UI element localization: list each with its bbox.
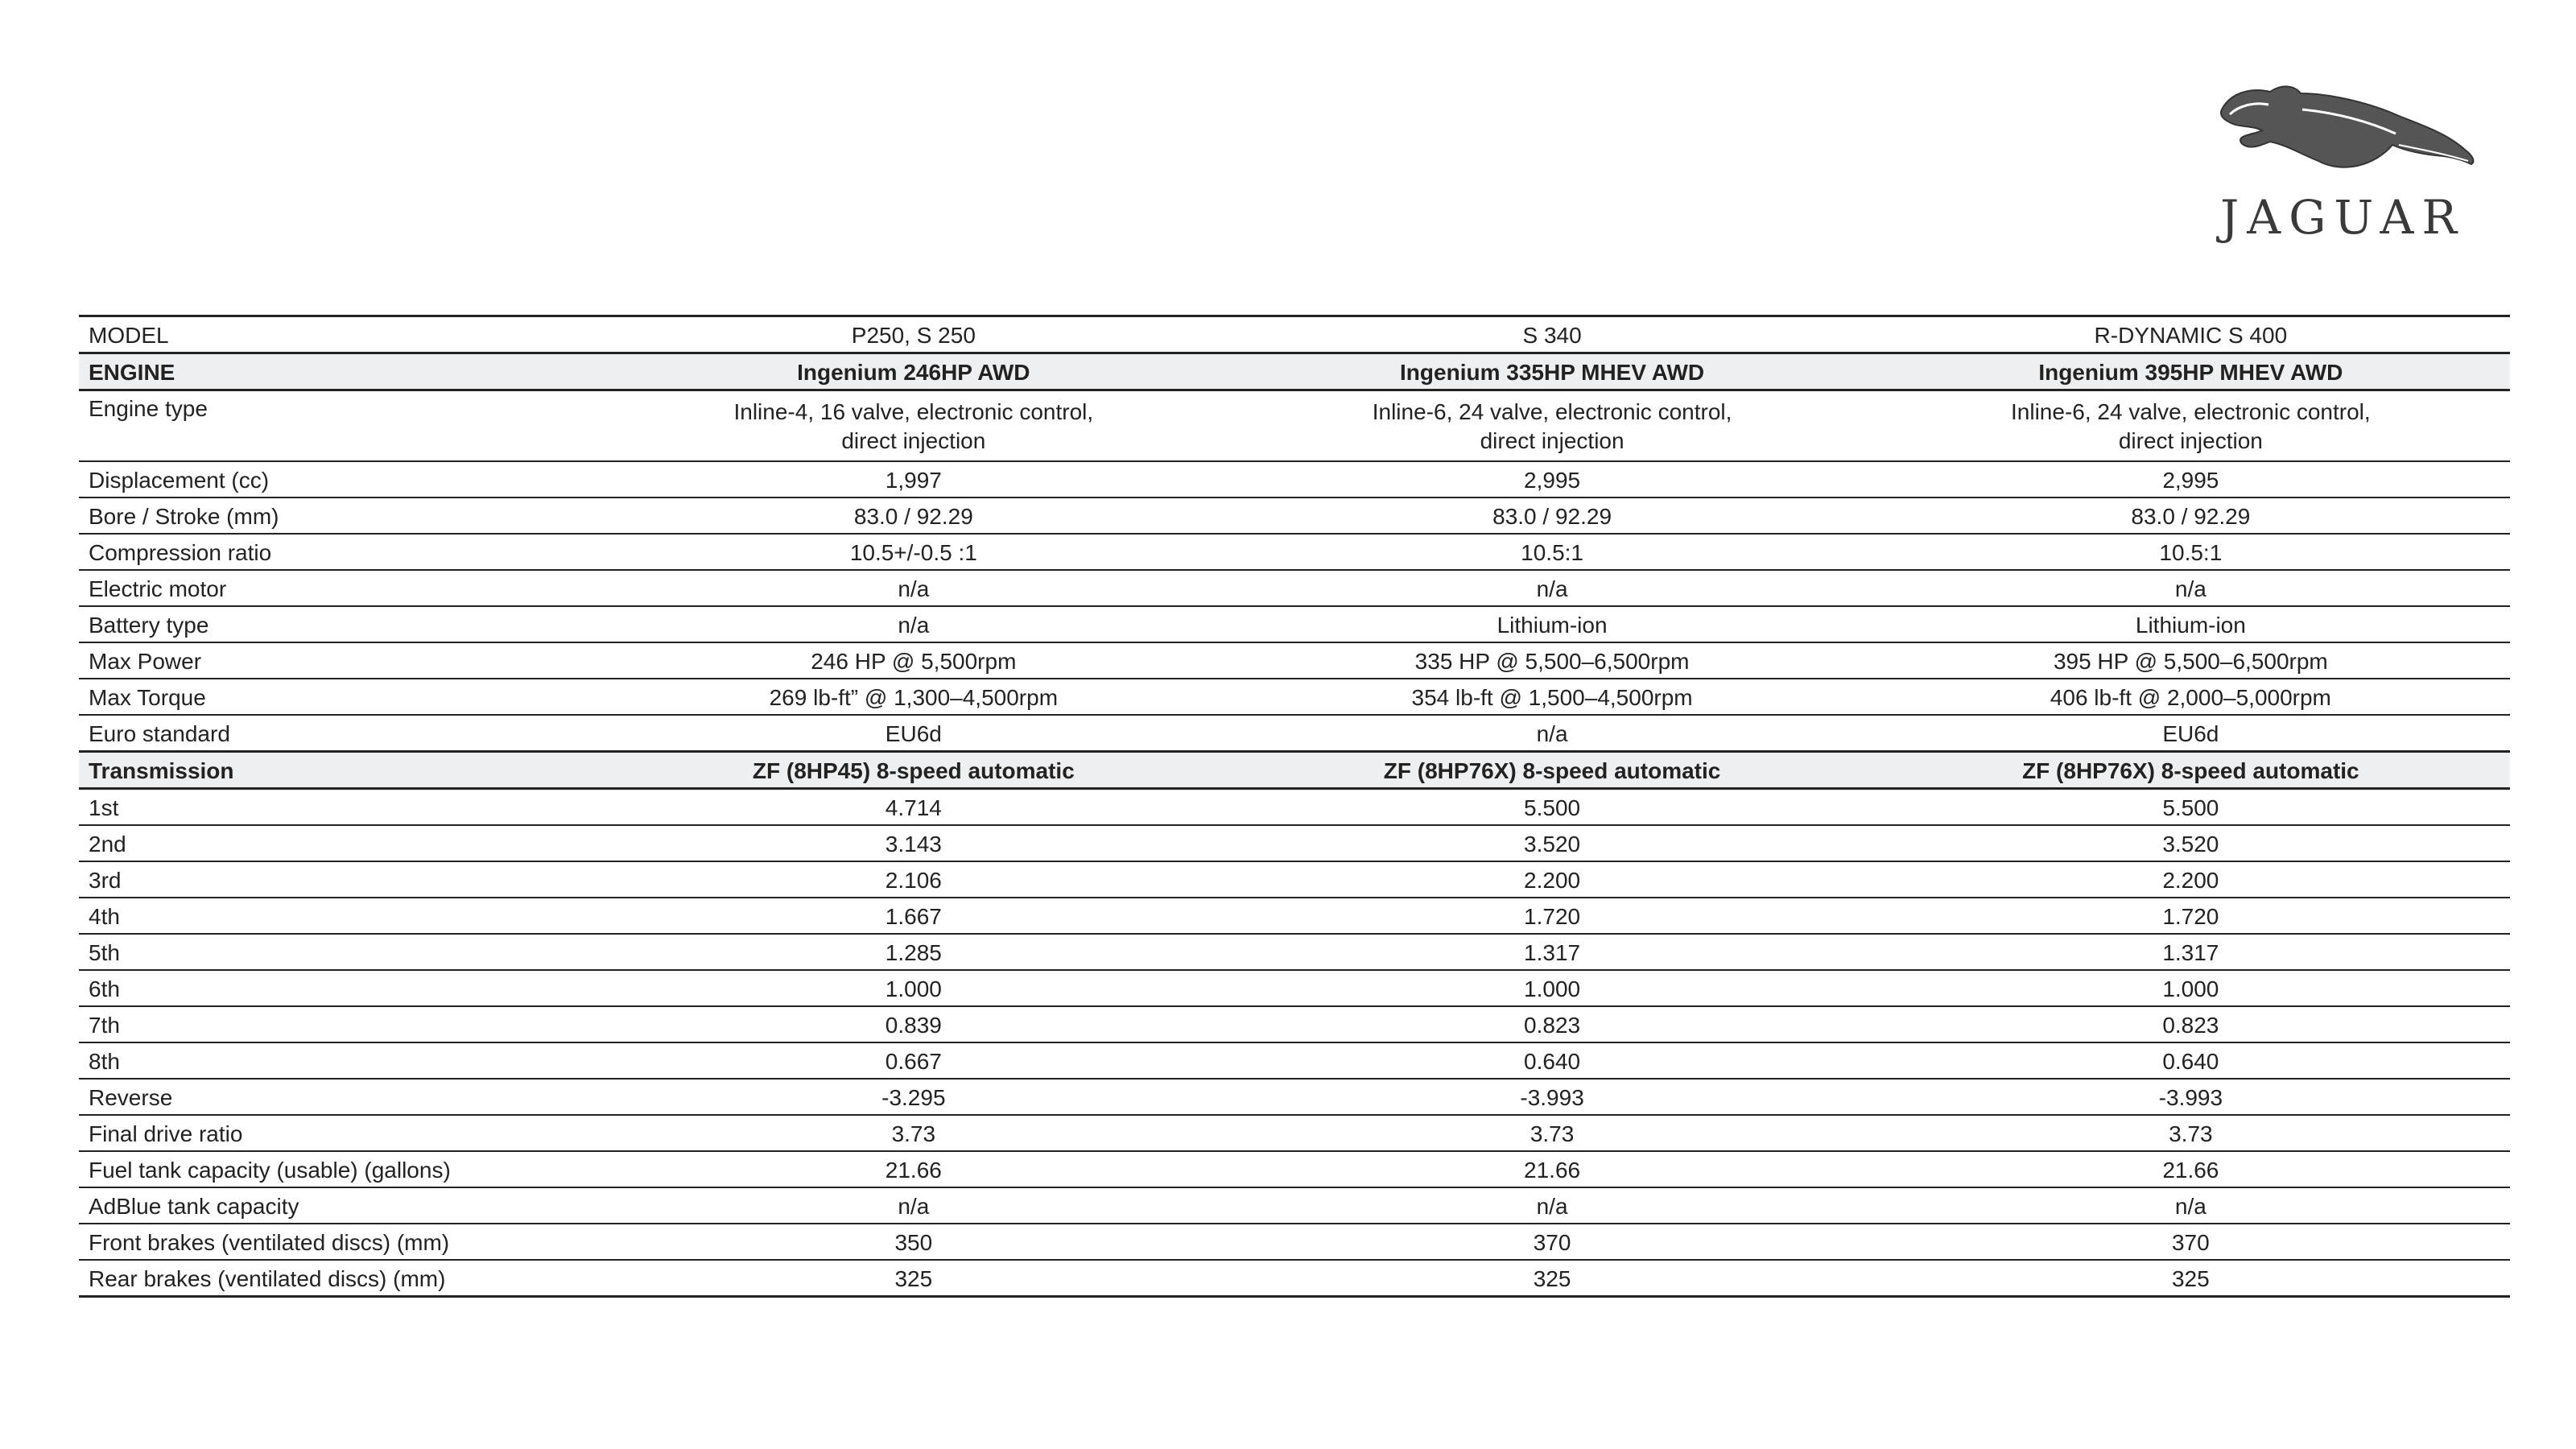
row-value: 10.5+/-0.5 :1	[849, 539, 977, 565]
row-label: Max Torque	[89, 684, 206, 710]
row-value: 2.200	[1524, 867, 1581, 893]
row-value: 10.5:1	[2159, 539, 2223, 565]
row-value: 21.66	[1524, 1157, 1581, 1183]
row-value: 325	[2171, 1265, 2210, 1291]
table-row	[79, 1187, 2510, 1224]
table-row	[79, 934, 2510, 970]
row-label: Displacement (cc)	[89, 467, 270, 493]
row-value: 2.200	[2162, 867, 2219, 893]
table-row	[79, 715, 2510, 752]
row-value: 2.106	[885, 867, 942, 893]
section-value: ZF (8HP45) 8-speed automatic	[752, 758, 1075, 783]
engine-type-row	[79, 390, 2510, 462]
row-label: 3rd	[89, 867, 122, 893]
row-value: 350	[894, 1229, 933, 1255]
row-value: 1.720	[2162, 903, 2219, 929]
row-value: 1.317	[1524, 939, 1581, 965]
row-value: 3.73	[1530, 1121, 1575, 1146]
row-value: 0.640	[2162, 1048, 2219, 1074]
table-row	[79, 497, 2510, 534]
table-row	[79, 534, 2510, 570]
section-value: Ingenium 395HP MHEV AWD	[2038, 359, 2343, 385]
row-label: 8th	[89, 1048, 120, 1074]
row-value: 2,995	[2162, 467, 2219, 493]
row-value: 0.667	[885, 1048, 942, 1074]
row-label: Final drive ratio	[89, 1121, 243, 1146]
row-value: 3.73	[891, 1121, 936, 1146]
table-row	[79, 461, 2510, 497]
row-label: Electric motor	[89, 576, 227, 601]
table-row	[79, 861, 2510, 898]
transmission-section-row	[79, 752, 2510, 789]
row-label: Engine type	[89, 396, 208, 421]
table-row	[79, 1260, 2510, 1297]
row-value: -3.993	[2158, 1084, 2223, 1110]
row-value: 0.823	[1524, 1012, 1581, 1038]
section-value: ZF (8HP76X) 8-speed automatic	[1383, 758, 1721, 783]
row-value: 325	[1533, 1265, 1571, 1291]
row-value: 1.000	[885, 976, 942, 1001]
table-row	[79, 642, 2510, 679]
row-label: Battery type	[89, 612, 209, 638]
row-value: EU6d	[885, 720, 942, 746]
row-value: n/a	[898, 576, 930, 601]
row-value: 83.0 / 92.29	[1492, 503, 1612, 529]
table-row	[79, 1151, 2510, 1187]
table-row	[79, 1042, 2510, 1079]
row-value: 3.520	[1524, 831, 1581, 857]
brand-logo	[2174, 77, 2512, 245]
row-value: 1.000	[1524, 976, 1581, 1001]
row-value: 0.839	[885, 1012, 942, 1038]
row-value: n/a	[2174, 1193, 2207, 1219]
engine-section-row	[79, 353, 2510, 390]
row-value: 10.5:1	[1521, 539, 1583, 565]
table-row	[79, 1224, 2510, 1260]
row-label: Front brakes (ventilated discs) (mm)	[89, 1229, 450, 1255]
row-value: 21.66	[2162, 1157, 2219, 1183]
table-row	[79, 679, 2510, 715]
row-value: Inline-4, 16 valve, electronic control, direct injection	[733, 399, 1094, 453]
section-label: ENGINE	[89, 359, 175, 385]
row-value: 406 lb-ft @ 2,000–5,000rpm	[2050, 684, 2331, 710]
row-value: 83.0 / 92.29	[2131, 503, 2251, 529]
row-value: 395 HP @ 5,500–6,500rpm	[2053, 648, 2328, 674]
row-value: n/a	[1536, 720, 1568, 746]
table-row	[79, 1115, 2510, 1151]
column-model-3: R-DYNAMIC S 400	[2094, 322, 2288, 348]
row-value: 1.000	[2162, 976, 2219, 1001]
table-row	[79, 606, 2510, 642]
row-value: 370	[1533, 1229, 1571, 1255]
specifications-table	[79, 315, 2510, 1298]
row-label: Compression ratio	[89, 539, 272, 565]
row-label: 1st	[89, 795, 119, 820]
row-value: EU6d	[2162, 720, 2219, 746]
row-value: 354 lb-ft @ 1,500–4,500rpm	[1411, 684, 1693, 710]
row-value: -3.993	[1520, 1084, 1584, 1110]
row-label: Bore / Stroke (mm)	[89, 503, 279, 529]
row-value: 21.66	[885, 1157, 942, 1183]
leaper-icon	[2206, 77, 2479, 190]
row-value: 0.823	[2162, 1012, 2219, 1038]
row-value: n/a	[898, 612, 930, 638]
row-label: MODEL	[89, 322, 169, 348]
section-value: Ingenium 246HP AWD	[797, 359, 1030, 385]
row-value: 1.667	[885, 903, 942, 929]
row-value: 1,997	[885, 467, 942, 493]
section-value: ZF (8HP76X) 8-speed automatic	[2022, 758, 2359, 783]
row-label: 4th	[89, 903, 120, 929]
table-row	[79, 789, 2510, 826]
row-value: n/a	[898, 1193, 930, 1219]
row-label: Reverse	[89, 1084, 173, 1110]
row-value: -3.295	[881, 1084, 946, 1110]
row-value: 3.520	[2162, 831, 2219, 857]
row-value: 1.720	[1524, 903, 1581, 929]
row-value: 1.317	[2162, 939, 2219, 965]
table-row	[79, 1079, 2510, 1115]
row-value: 3.73	[2169, 1121, 2213, 1146]
row-label: Fuel tank capacity (usable) (gallons)	[89, 1157, 451, 1183]
row-value: Lithium-ion	[2135, 612, 2246, 638]
row-value: n/a	[1536, 1193, 1568, 1219]
row-label: Rear brakes (ventilated discs) (mm)	[89, 1265, 446, 1291]
row-value: n/a	[1536, 576, 1568, 601]
section-label: Transmission	[89, 758, 234, 783]
row-value: Inline-6, 24 valve, electronic control, direct injection	[2011, 399, 2371, 453]
row-value: 83.0 / 92.29	[853, 503, 973, 529]
row-value: 3.143	[885, 831, 942, 857]
row-label: 7th	[89, 1012, 120, 1038]
row-label: 5th	[89, 939, 120, 965]
row-label: Max Power	[89, 648, 202, 674]
brand-wordmark: JAGUAR	[2219, 190, 2466, 245]
table-row	[79, 970, 2510, 1006]
row-value: 5.500	[1524, 795, 1581, 820]
row-value: 4.714	[885, 795, 942, 820]
table-row	[79, 898, 2510, 934]
row-value: 5.500	[2162, 795, 2219, 820]
row-label: Euro standard	[89, 720, 230, 746]
row-value: 370	[2171, 1229, 2210, 1255]
table-row	[79, 570, 2510, 606]
row-value: 325	[894, 1265, 933, 1291]
row-value: 335 HP @ 5,500–6,500rpm	[1414, 648, 1690, 674]
row-value: Lithium-ion	[1496, 612, 1608, 638]
row-label: 6th	[89, 976, 120, 1001]
row-label: 2nd	[89, 831, 126, 857]
column-model-2: S 340	[1522, 322, 1582, 348]
row-value: 1.285	[885, 939, 942, 965]
table-row	[79, 825, 2510, 861]
model-header-row	[79, 316, 2510, 353]
section-value: Ingenium 335HP MHEV AWD	[1400, 359, 1705, 385]
column-model-1: P250, S 250	[851, 322, 976, 348]
row-value: 246 HP @ 5,500rpm	[811, 648, 1017, 674]
row-value: 269 lb-ft” @ 1,300–4,500rpm	[769, 684, 1059, 710]
row-value: 0.640	[1524, 1048, 1581, 1074]
table-row	[79, 1006, 2510, 1042]
row-value: Inline-6, 24 valve, electronic control, direct injection	[1372, 399, 1732, 453]
row-label: AdBlue tank capacity	[89, 1193, 299, 1219]
row-value: 2,995	[1524, 467, 1581, 493]
row-value: n/a	[2174, 576, 2207, 601]
